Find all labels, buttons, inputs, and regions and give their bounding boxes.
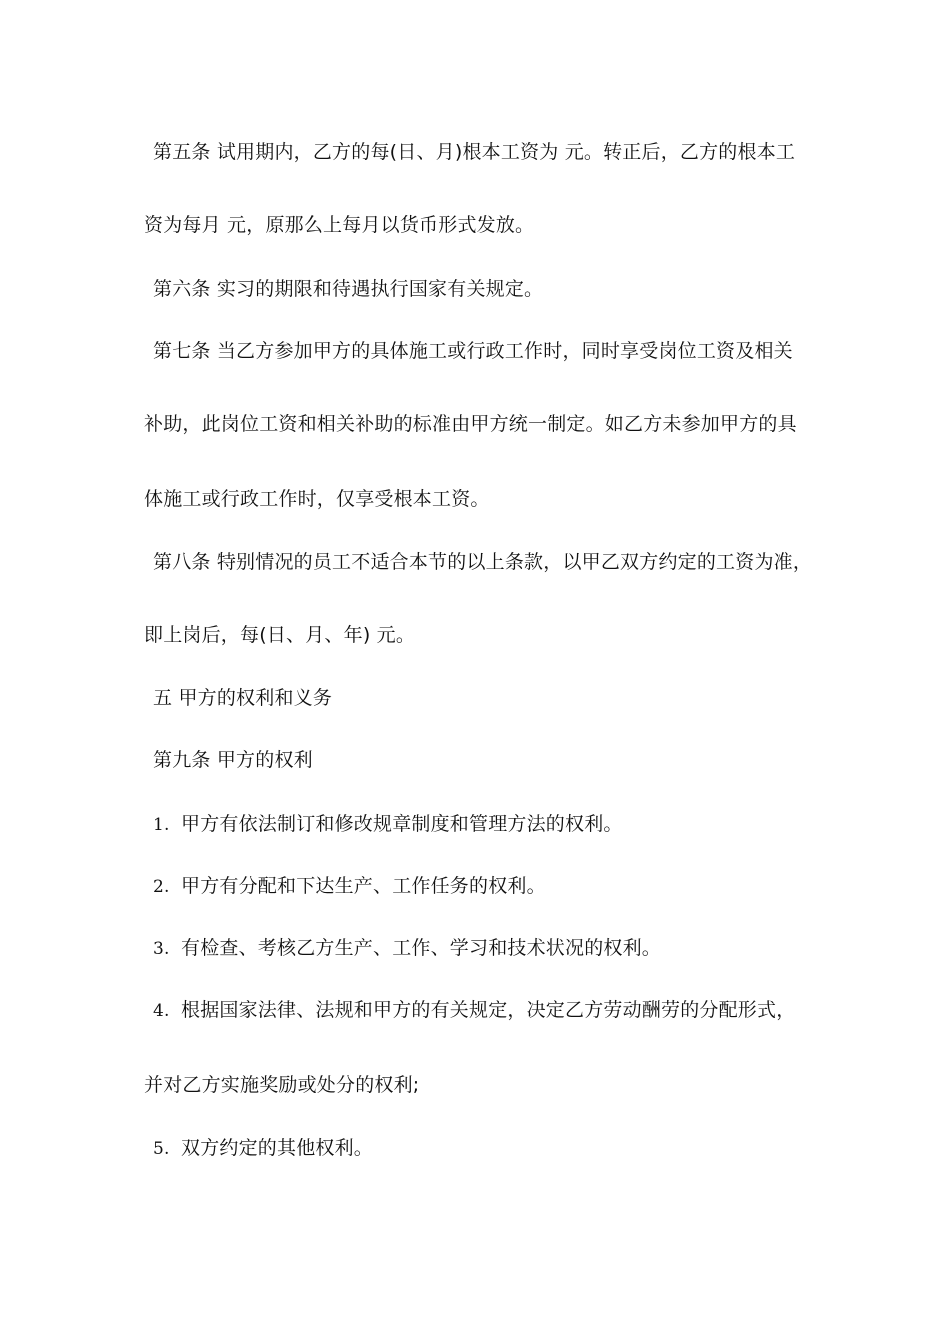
list-number: 5. <box>153 1139 170 1159</box>
paragraph-line: 即上岗后，每(日、月、年) 元。 <box>144 624 416 646</box>
paragraph-line: 资为每月 元，原那么上每月以货币形式发放。 <box>144 214 535 236</box>
paragraph-line: 补助，此岗位工资和相关补助的标准由甲方统一制定。如乙方未参加甲方的具 <box>144 413 797 435</box>
paragraph-line: 并对乙方实施奖励或处分的权利; <box>144 1074 420 1096</box>
list-number: 1. <box>153 815 170 835</box>
list-text: 根据国家法律、法规和甲方的有关规定，决定乙方劳动酬劳的分配形式， <box>181 999 796 1021</box>
list-number: 3. <box>153 939 170 959</box>
list-number: 2. <box>153 877 170 897</box>
paragraph-line: 第七条 当乙方参加甲方的具体施工或行政工作时，同时享受岗位工资及相关 <box>153 340 793 362</box>
paragraph-line: 第六条 实习的期限和待遇执行国家有关规定。 <box>153 278 544 300</box>
paragraph-line: 体施工或行政工作时，仅享受根本工资。 <box>144 488 490 510</box>
article-heading: 第九条 甲方的权利 <box>153 749 313 771</box>
list-item <box>153 1136 373 1161</box>
list-item <box>153 812 623 837</box>
list-text: 双方约定的其他权利。 <box>181 1137 374 1159</box>
paragraph-line: 第五条 试用期内，乙方的每(日、月)根本工资为 元。转正后，乙方的根本工 <box>153 141 796 163</box>
list-number: 4. <box>153 1001 170 1021</box>
list-item <box>153 936 661 961</box>
list-text: 甲方有依法制订和修改规章制度和管理方法的权利。 <box>181 813 623 835</box>
list-item <box>153 874 546 899</box>
section-heading: 五 甲方的权利和义务 <box>153 687 333 709</box>
list-text: 有检查、考核乙方生产、工作、学习和技术状况的权利。 <box>181 937 662 959</box>
list-text: 甲方有分配和下达生产、工作任务的权利。 <box>181 875 546 897</box>
paragraph-line: 第八条 特别情况的员工不适合本节的以上条款，以甲乙双方约定的工资为准， <box>153 551 813 573</box>
list-item <box>153 998 795 1023</box>
